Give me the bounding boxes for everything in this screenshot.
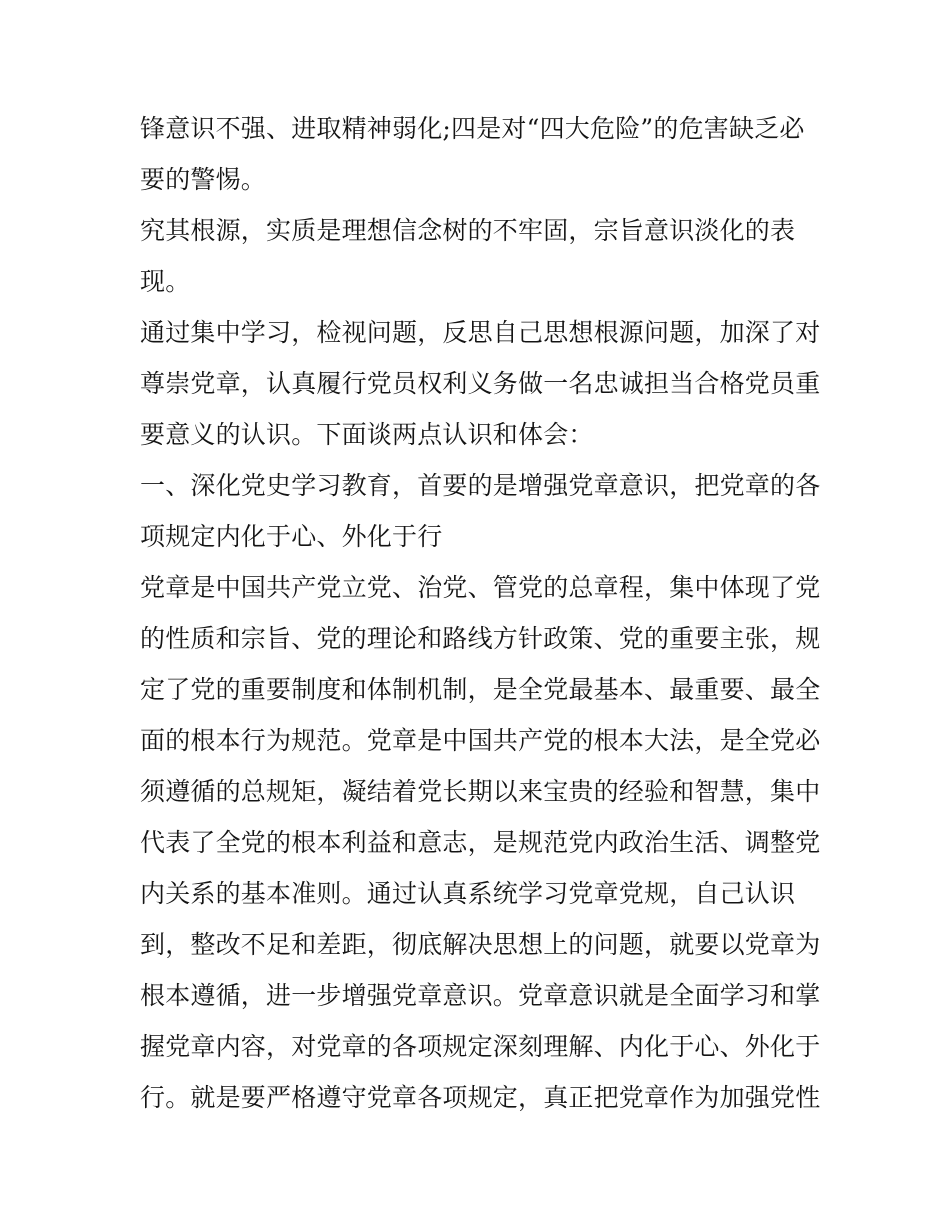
text-line-3: 究其根源，实质是理想信念树的不牢固，宗旨意识淡化的表 [140, 216, 796, 245]
text-line-15: 代表了全党的根本利益和意志，是规范党内政治生活、调整党 [140, 828, 821, 857]
text-line-2: 要的警惕。 [140, 165, 267, 194]
text-line-1: 锋意识不强、进取精神弱化;四是对“四大危险”的危害缺乏必 [140, 114, 805, 143]
text-line-19: 握党章内容，对党章的各项规定深刻理解、内化于心、外化于 [140, 1032, 821, 1061]
section-heading-1-continued: 项规定内化于心、外化于行 [140, 522, 443, 551]
text-line-5: 通过集中学习，检视问题，反思自己思想根源问题，加深了对 [140, 318, 821, 347]
text-line-10: 党章是中国共产党立党、治党、管党的总章程，集中体现了党 [140, 573, 821, 602]
text-line-6: 尊崇党章，认真履行党员权利义务做一名忠诚担当合格党员重 [140, 369, 821, 398]
text-line-18: 根本遵循，进一步增强党章意识。党章意识就是全面学习和掌 [140, 981, 821, 1010]
text-line-12: 定了党的重要制度和体制机制，是全党最基本、最重要、最全 [140, 675, 821, 704]
text-line-17: 到，整改不足和差距，彻底解决思想上的问题，就要以党章为 [140, 930, 821, 959]
section-heading-1: 一、深化党史学习教育，首要的是增强党章意识，把党章的各 [140, 471, 821, 500]
text-line-4: 现。 [140, 267, 191, 296]
text-line-16: 内关系的基本准则。通过认真系统学习党章党规，自己认识 [140, 879, 796, 908]
text-line-7: 要意义的认识。下面谈两点认识和体会： [140, 420, 594, 449]
text-line-14: 须遵循的总规矩，凝结着党长期以来宝贵的经验和智慧，集中 [140, 777, 821, 806]
text-line-13: 面的根本行为规范。党章是中国共产党的根本大法，是全党必 [140, 726, 821, 755]
text-line-20: 行。就是要严格遵守党章各项规定，真正把党章作为加强党性 [140, 1083, 821, 1112]
text-line-11: 的性质和宗旨、党的理论和路线方针政策、党的重要主张，规 [140, 624, 821, 653]
